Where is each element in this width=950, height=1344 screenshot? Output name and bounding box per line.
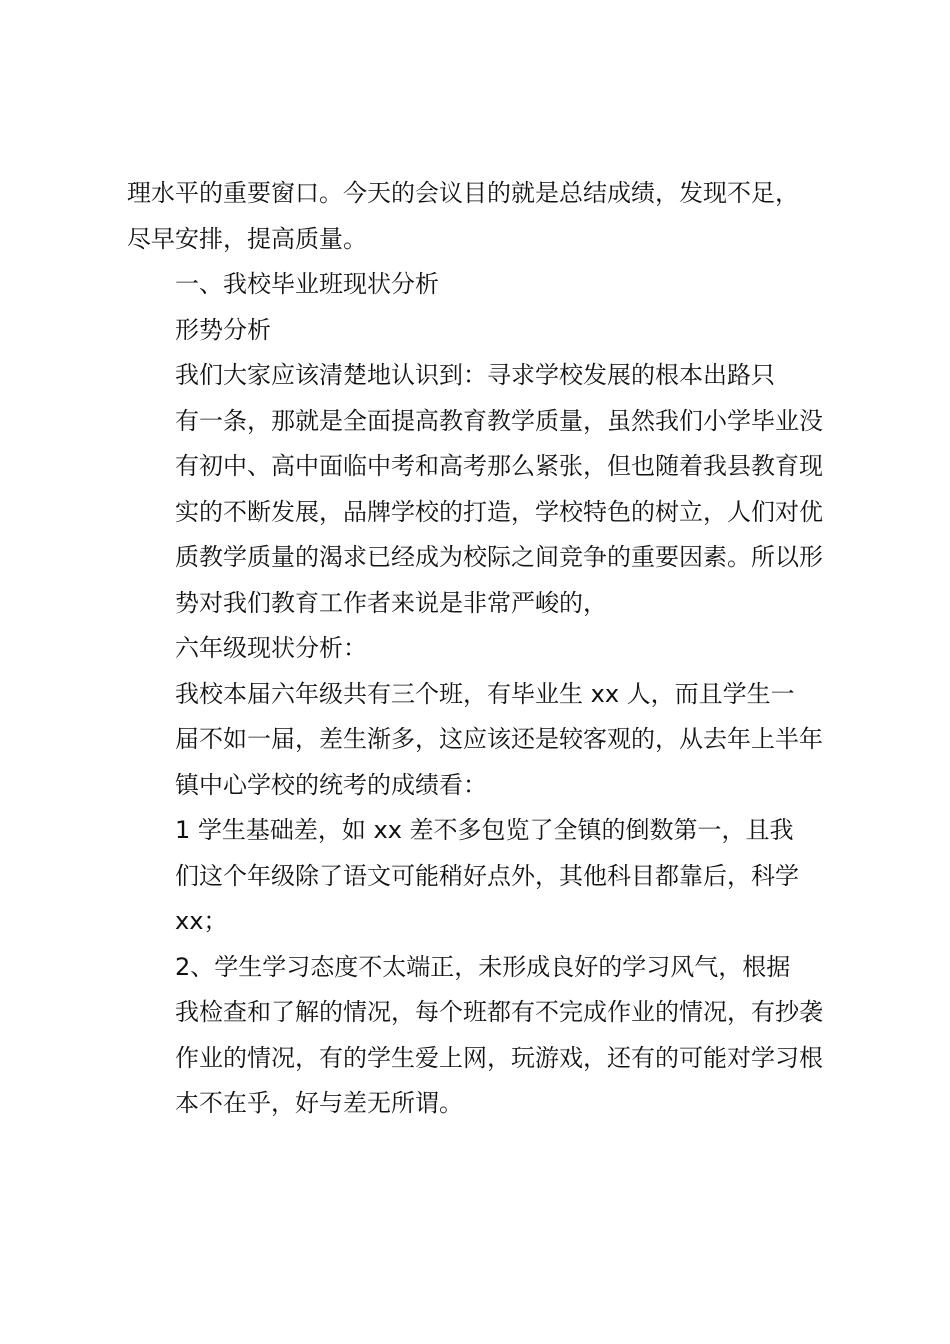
- text-line: 尽早安排，提高质量。: [127, 224, 367, 253]
- text-line: 势对我们教育工作者来说是非常严峻的，: [175, 588, 607, 617]
- text-line: 有初中、高中面临中考和高考那么紧张，但也随着我县教育现: [175, 452, 823, 480]
- text-line: 形势分析: [175, 315, 271, 344]
- paragraph: [127, 672, 847, 809]
- text-line: 本不在乎，好与差无所谓。: [175, 1089, 463, 1117]
- paragraph: [127, 626, 847, 672]
- text-line: 质教学质量的渴求已经成为校际之间竞争的重要因素。所以形: [175, 543, 823, 571]
- text-line: 有一条，那就是全面提高教育教学质量，虽然我们小学毕业没: [175, 406, 823, 435]
- text-line: 镇中心学校的统考的成绩看：: [175, 770, 487, 799]
- paragraph: [127, 808, 847, 945]
- text-line: xx；: [175, 907, 228, 935]
- document-body: [127, 171, 847, 1127]
- text-line: 一、我校毕业班现状分析: [175, 270, 439, 298]
- text-line: 1 学生基础差，如 xx 差不多包览了全镇的倒数第一，且我: [175, 816, 794, 844]
- text-line: 六年级现状分析：: [175, 634, 367, 662]
- text-line: 我们大家应该清楚地认识到：寻求学校发展的根本出路只: [175, 361, 775, 389]
- text-line: 2、学生学习态度不太端正，未形成良好的学习风气，根据: [175, 952, 791, 981]
- text-line: 我校本届六年级共有三个班，有毕业生 xx 人，而且学生一: [175, 679, 795, 708]
- paragraph: [127, 262, 847, 308]
- text-line: 们这个年级除了语文可能稍好点外，其他科目都靠后，科学: [175, 861, 799, 890]
- paragraph: [127, 945, 847, 1127]
- paragraph: [127, 171, 847, 262]
- text-line: 理水平的重要窗口。今天的会议目的就是总结成绩，发现不足，: [127, 179, 799, 207]
- text-line: 实的不断发展，品牌学校的打造，学校特色的树立，人们对优: [175, 497, 823, 526]
- paragraph: [127, 353, 847, 626]
- text-line: 作业的情况，有的学生爱上网，玩游戏，还有的可能对学习根: [175, 1043, 823, 1072]
- text-line: 届不如一届，差生渐多，这应该还是较客观的，从去年上半年: [175, 725, 823, 753]
- paragraph: [127, 308, 847, 354]
- text-line: 我检查和了解的情况，每个班都有不完成作业的情况，有抄袭: [175, 998, 823, 1026]
